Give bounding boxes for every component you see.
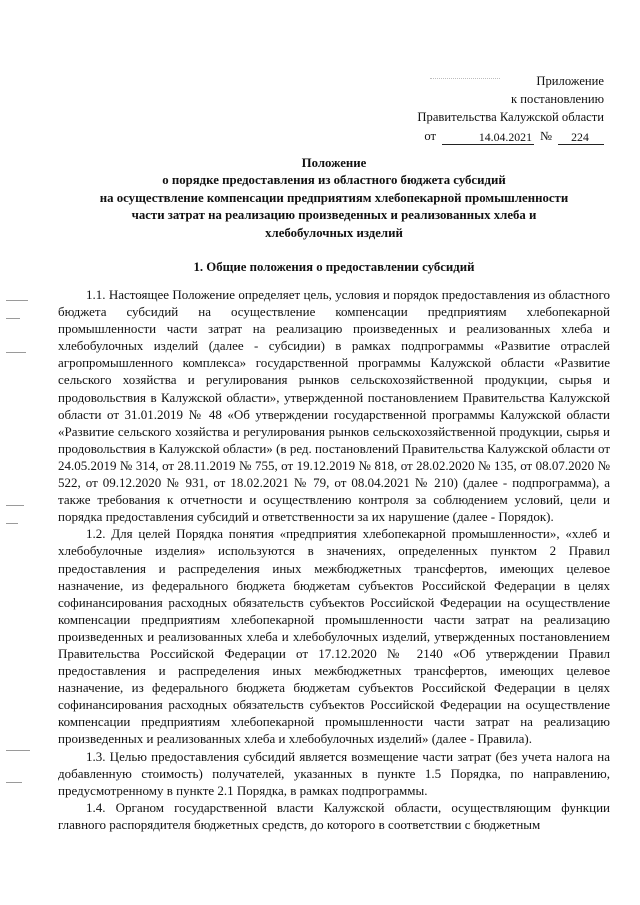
scan-margin-marks <box>0 0 40 905</box>
appendix-authority: Правительства Калужской области <box>417 110 604 124</box>
title-line: о порядке предоставления из областного бюджета субсидий <box>162 173 506 188</box>
paragraph-1-2: 1.2. Для целей Порядка понятия «предприятия хлебопекарной промышленности», «хлеб и хлебобулочные изделия» используются в значениях, определенных пунктом 2 Правил предоставления и распределения иных межбюджетных трансфертов, имеющих целевое назначение, из федерального бюджета бюджетам субъектов Российской Федерации в целях софинансирования расходных обязательств субъектов Российской Федерации на осуществление компенсации предприятиям хлебопекарной промышленности части затрат на реализацию произведенных и реализованных хлеба и хлебобулочных изделий, утвержденных постановлением Правительства Российской Федерации от 17.12.2020 № 2140 «Об утверждении Правил предоставления и распределения иных межбюджетных трансфертов, имеющих целевое назначение, из федерального бюджета бюджетам субъектов Российской Федерации в целях софинансирования расходных обязательств субъектов Российской Федерации на осуществление компенсации предприятиям хлебопекарной промышленности части затрат на реализацию произведенных и реализованных хлеба и хлебобулочных изделий» (далее - Правила). <box>58 526 610 747</box>
paragraph-1-4: 1.4. Органом государственной власти Калужской области, осуществляющим функции главного распорядителя бюджетных средств, до которого в соответствии с бюджетным <box>58 799 610 832</box>
title-line: хлебобулочных изделий <box>265 225 403 240</box>
resolution-number: 224 <box>558 130 604 145</box>
appendix-resolution-ref: к постановлению <box>510 92 604 106</box>
title-line: на осуществление компенсации предприятиям хлебопекарной промышленности <box>99 190 569 205</box>
paragraph-1-1: 1.1. Настоящее Положение определяет цель, условия и порядок предоставления из областного бюджета субсидий на осуществление компенсации предприятиям хлебопекарной промышленности части затрат на реализацию произведенных и реализованных хлеба и хлебобулочных изделий (далее - субсидии) в рамках подпрограммы «Развитие отраслей агропромышленного комплекса» государственной программы Калужской области «Развитие сельского хозяйства и регулирования рынков сельскохозяйственной продукции, сырья и продовольствия в Калужской области», утвержденной постановлением Правительства Калужской области от 31.01.2019 № 48 «Об утверждении государственной программы Калужской области «Развитие сельского хозяйства и регулирования рынков сельскохозяйственной продукции, сырья и продовольствия в Калужской области» (в ред. постановлений Правительства Калужской области от 24.05.2019 № 314, от 28.11.2019 № 755, от 19.12.2019 № 818, от 28.02.2020 № 135, от 08.07.2020 № 522, от 09.12.2020 № 931, от 18.02.2021 № 79, от 08.04.2021 № 210) (далее - подпрограмма), а также требования к отчетности и осуществлению контроля за соблюдением условий, цели и порядка предоставления субсидий и ответственности за их нарушение (далее - Порядок). <box>58 287 610 525</box>
title-line: Положение <box>301 156 367 170</box>
resolution-date: 14.04.2021 <box>442 130 534 145</box>
title-line: части затрат на реализацию произведенных и реализованных хлеба и <box>131 208 537 223</box>
resolution-date-number <box>344 127 604 145</box>
from-label: от <box>424 129 436 143</box>
section-heading: 1. Общие положения о предоставлении субсидий <box>193 260 475 274</box>
document-title <box>58 155 610 242</box>
appendix-label: Приложение <box>536 74 604 88</box>
paragraph-1-3: 1.3. Целью предоставления субсидий является возмещение части затрат (без учета налога на добавленную стоимость) получателей, указанных в пункте 1.5 Порядка, по направлению, предусмотренному в пункте 2.1 Порядка, в рамках подпрограммы. <box>58 748 610 798</box>
number-label: № <box>539 129 552 143</box>
appendix-header <box>344 72 604 145</box>
section-body <box>58 286 610 833</box>
